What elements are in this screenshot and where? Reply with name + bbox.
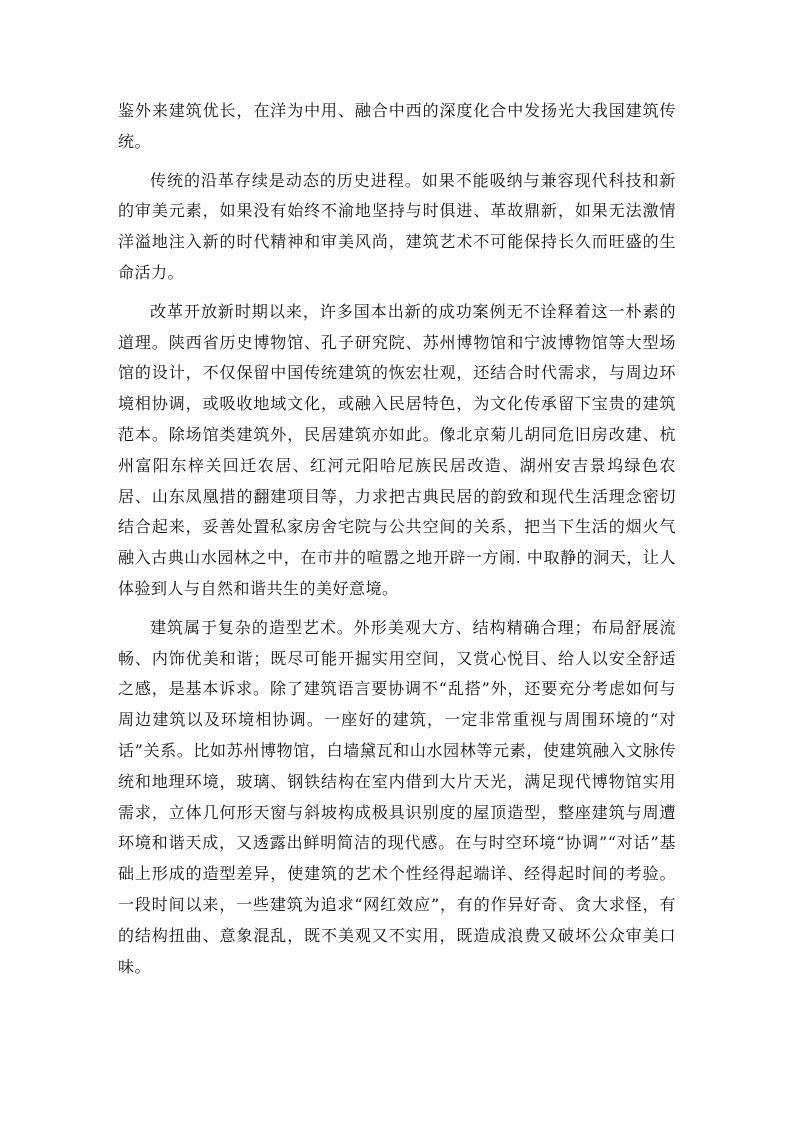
paragraph-architecture-art: 建筑属于复杂的造型艺术。外形美观大方、结构精确合理；布局舒展流畅、内饰优美和谐；既尽可能开掘实用空间，又赏心悦目、给人以安全舒适之感，是基本诉求。除了建筑语言要协调不“乱搭”外，还要充分考虑如何与周边建筑以及环境相协调。一座好的建筑，一定非常重视与周围环境的“对话”关系。比如苏州博物馆，白墙黛瓦和山水园林等元素，使建筑融入文脉传统和地理环境，玻璃、钢铁结构在室内借到大片天光，满足现代博物馆实用需求，立体几何形天窗与斜坡构成极具识别度的屋顶造型，整座建筑与周遭环境和谐天成，又透露出鲜明简洁的现代感。在与时空环境“协调”“对话”基础上形成的造型差异，使建筑的艺术个性经得起端详、经得起时间的考验。一段时间以来，一些建筑为追求“网红效应”，有的作异好奇、贪大求怪，有的结构扭曲、意象混乱，既不美观又不实用，既造成浪费又破坏公众审美口味。 <box>118 617 676 976</box>
paragraph-continuation: 鉴外来建筑优长，在洋为中用、融合中西的深度化合中发扬光大我国建筑传统。 <box>118 101 676 151</box>
paragraph-tradition-evolution: 传统的沿革存续是动态的历史进程。如果不能吸纳与兼容现代科技和新的审美元素，如果没有始终不渝地坚持与时俱进、革故鼎新，如果无法激情洋溢地注入新的时代精神和审美风尚，建筑艺术不可能保持长久而旺盛的生命活力。 <box>118 170 676 282</box>
paragraph-reform-examples: 改革开放新时期以来，许多国本出新的成功案例无不诠释着这一朴素的道理。陕西省历史博物馆、孔子研究院、苏州博物馆和宁波博物馆等大型场馆的设计，不仅保留中国传统建筑的恢宏壮观，还结合时代需求，与周边环境相协调，或吸收地域文化，或融入民居特色，为文化传承留下宝贵的建筑范本。除场馆类建筑外，民居建筑亦如此。像北京菊儿胡同危旧房改建、杭州富阳东梓关回迁农居、红河元阳哈尼族民居改造、湖州安吉景坞绿色农居、山东凤凰措的翻建项目等，力求把古典民居的韵致和现代生活理念密切结合起来，妥善处置私家房舍宅院与公共空间的关系，把当下生活的烟火气融入古典山水园林之中，在市井的喧嚣之地开辟一方闹. 中取静的洞天，让人体验到人与自然和谐共生的美好意境。 <box>118 301 676 598</box>
document-body <box>118 96 676 990</box>
